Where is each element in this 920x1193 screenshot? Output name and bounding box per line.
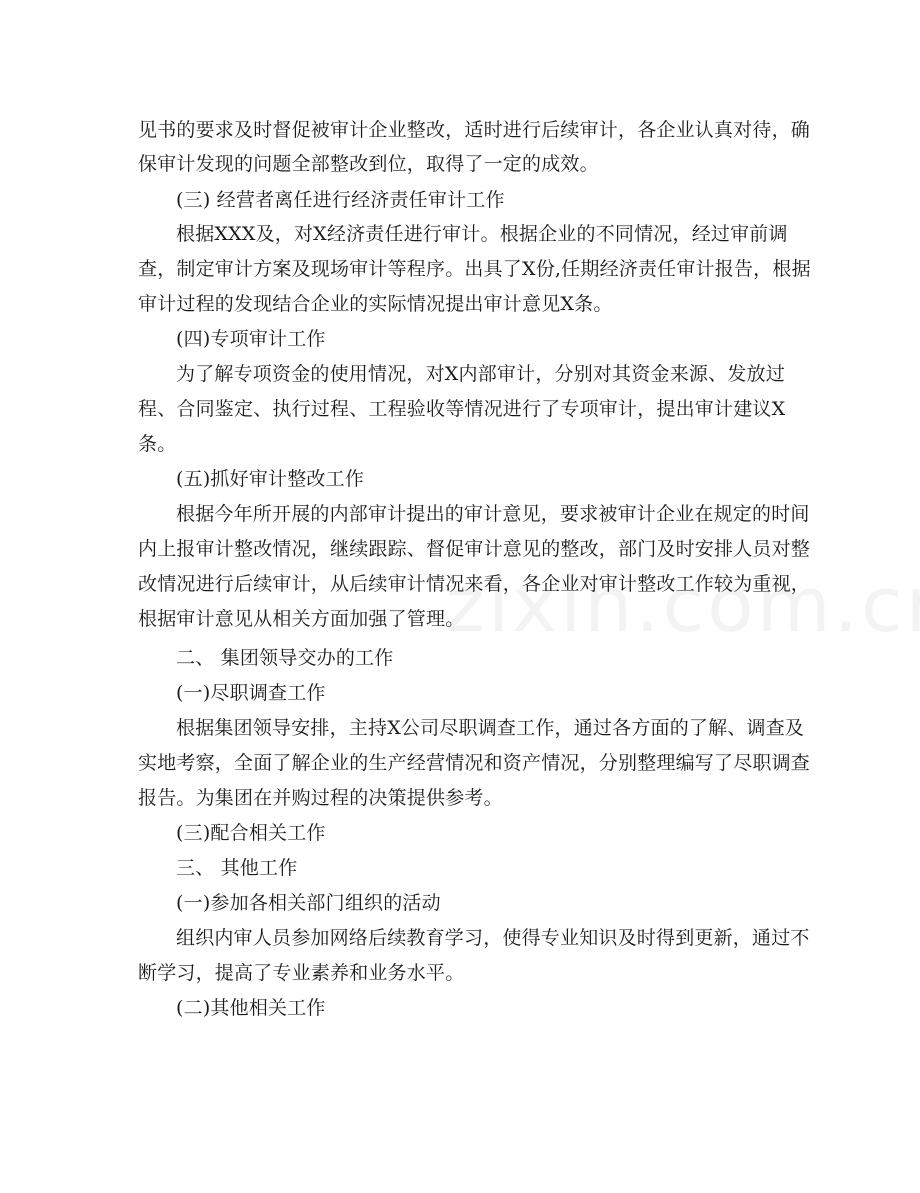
paragraph-line: 组织内审人员参加网络后续教育学习，使得专业知识及时得到更新，通过不	[176, 927, 810, 949]
paragraph-line: 为了解专项资金的使用情况，对X内部审计，分别对其资金来源、发放过	[176, 363, 785, 385]
section-heading: (五)抓好审计整改工作	[176, 468, 365, 490]
paragraph-line: 程、合同鉴定、执行过程、工程验收等情况进行了专项审计，提出审计建议X	[138, 398, 786, 420]
chapter-heading: 二、 集团领导交办的工作	[176, 647, 394, 669]
section-heading: (四)专项审计工作	[176, 328, 326, 350]
section-heading: (一)参加各相关部门组织的活动	[176, 892, 441, 914]
paragraph-line: 根据集团领导安排，主持X公司尽职调查工作，通过各方面的了解、调查及	[176, 717, 805, 739]
chapter-heading: 三、 其他工作	[176, 857, 298, 879]
paragraph-line: 报告。为集团在并购过程的决策提供参考。	[138, 787, 503, 809]
paragraph-line: 保审计发现的问题全部整改到位，取得了一定的成效。	[138, 153, 599, 175]
section-heading: (二)其他相关工作	[176, 997, 326, 1019]
paragraph-line: 查，制定审计方案及现场审计等程序。出具了X份,任期经济责任审计报告，根据	[138, 258, 811, 280]
paragraph-line: 审计过程的发现结合企业的实际情况提出审计意见X条。	[138, 293, 613, 315]
paragraph-line: 见书的要求及时督促被审计企业整改，适时进行后续审计，各企业认真对待，确	[138, 119, 811, 141]
section-heading: (三) 经营者离任进行经济责任审计工作	[176, 189, 505, 211]
paragraph-line: 条。	[138, 433, 177, 455]
paragraph-line: 实地考察，全面了解企业的生产经营情况和资产情况，分别整理编写了尽职调查	[138, 752, 811, 774]
paragraph-line: 根据今年所开展的内部审计提出的审计意见，要求被审计企业在规定的时间	[176, 503, 810, 525]
paragraph-line: 断学习，提高了专业素养和业务水平。	[138, 962, 465, 984]
paragraph-line: 内上报审计整改情况，继续跟踪、督促审计意见的整改，部门及时安排人员对整	[138, 538, 811, 560]
section-heading: (一)尽职调查工作	[176, 682, 326, 704]
paragraph-line: 改情况进行后续审计，从后续审计情况来看，各企业对审计整改工作较为重视，	[138, 573, 811, 595]
section-heading: (三)配合相关工作	[176, 822, 326, 844]
paragraph-line: 根据审计意见从相关方面加强了管理。	[138, 608, 465, 630]
paragraph-line: 根据XXX及，对X经济责任进行审计。根据企业的不同情况，经过审前调	[176, 223, 788, 245]
